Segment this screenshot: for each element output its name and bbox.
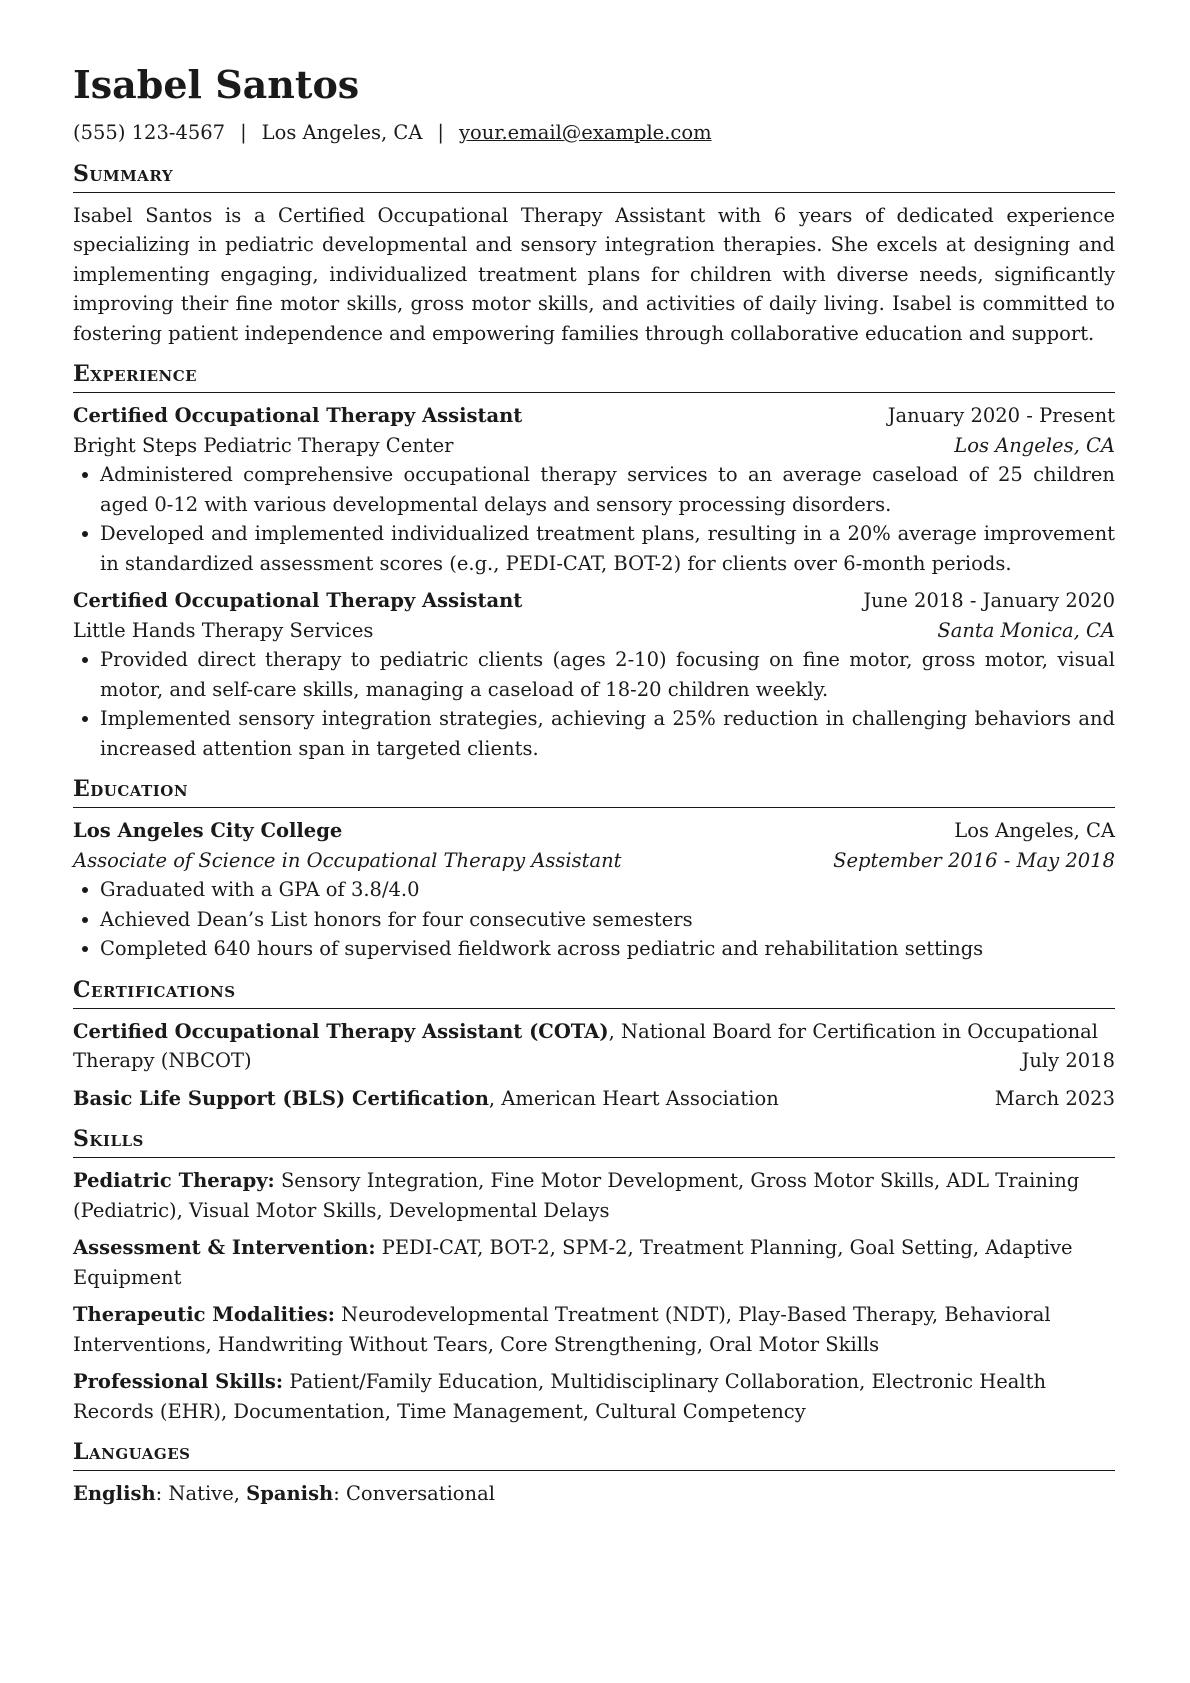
skill-label: Pediatric Therapy: [73, 1169, 275, 1192]
job-role: Certified Occupational Therapy Assistant [73, 404, 523, 427]
languages-section [73, 1438, 1115, 1509]
skill-text: Neurodevelopmental Treatment (NDT), Play-Based Therapy, Behavioral Interventions, Handwriting Without Tears, Core Strengthening, Oral Motor Skills [73, 1303, 1051, 1356]
skills-section [73, 1125, 1115, 1426]
job-role: Certified Occupational Therapy Assistant [73, 589, 523, 612]
contact-separator: | [437, 121, 444, 144]
skill-text: Patient/Family Education, Multidisciplinary Collaboration, Electronic Health Records (EHR), Documentation, Time Management, Cultural Competency [73, 1370, 1047, 1423]
list-item: Implemented sensory integration strategies, achieving a 25% reduction in challenging behaviors and increased attention span in targeted clients. [100, 704, 1115, 763]
language-name: Spanish [246, 1482, 334, 1505]
certifications-section [73, 976, 1115, 1114]
skill-text: Sensory Integration, Fine Motor Development, Gross Motor Skills, ADL Training (Pediatric), Visual Motor Skills, Developmental Delays [73, 1169, 1080, 1222]
list-item: Completed 640 hours of supervised fieldwork across pediatric and rehabilitation settings [100, 934, 1115, 964]
phone: (555) 123-4567 [73, 121, 226, 144]
email-link[interactable]: your.email@example.com [458, 121, 712, 144]
job-entry [73, 586, 1115, 763]
skill-group [73, 1367, 1115, 1426]
list-item: Developed and implemented individualized treatment plans, resulting in a 20% average improvement in standardized assessment scores (e.g., PEDI-CAT, BOT-2) for clients over 6-month periods. [100, 519, 1115, 578]
location: Los Angeles, CA [261, 121, 423, 144]
skill-group [73, 1233, 1115, 1292]
job-company: Little Hands Therapy Services [73, 618, 374, 642]
section-title-summary: Summary [73, 160, 1115, 193]
experience-section [73, 360, 1115, 763]
contact-line [73, 118, 1115, 148]
job-dates: June 2018 - January 2020 [863, 589, 1115, 612]
certification-issuer: , American Heart Association [488, 1086, 779, 1110]
certification-entry [73, 1084, 1115, 1114]
certification-name: Certified Occupational Therapy Assistant (COTA) [73, 1019, 609, 1043]
education-bullets [73, 875, 1115, 964]
job-bullets [73, 460, 1115, 578]
skill-label: Professional Skills: [73, 1370, 284, 1393]
summary-text: Isabel Santos is a Certified Occupational Therapy Assistant with 6 years of dedicated experience specializing in pediatric developmental and sensory integration therapies. She excels at designing and implementing engaging, individualized treatment plans for children with diverse needs, significantly improving their fine motor skills, gross motor skills, and activities of daily living. Isabel is committed to fostering patient independence and empowering families through collaborative education and support. [73, 203, 1115, 345]
job-bullets [73, 645, 1115, 763]
contact-separator: | [240, 121, 247, 144]
job-location: Los Angeles, CA [954, 433, 1115, 457]
job-location: Santa Monica, CA [937, 618, 1115, 642]
language-level: : Native, [155, 1482, 247, 1505]
certification-issuer: Therapy (NBCOT) [73, 1049, 252, 1072]
education-dates: September 2016 - May 2018 [833, 848, 1115, 872]
skill-group [73, 1300, 1115, 1359]
certification-date: March 2023 [994, 1086, 1115, 1110]
school-location: Los Angeles, CA [954, 819, 1115, 842]
skill-label: Therapeutic Modalities: [73, 1303, 335, 1326]
section-title-languages: Languages [73, 1438, 1115, 1471]
list-item: Graduated with a GPA of 3.8/4.0 [100, 875, 1115, 905]
list-item: Administered comprehensive occupational therapy services to an average caseload of 25 children aged 0-12 with various developmental delays and sensory processing disorders. [100, 460, 1115, 519]
certification-date: July 2018 [1021, 1049, 1115, 1072]
section-title-skills: Skills [73, 1125, 1115, 1158]
skill-label: Assessment & Intervention: [73, 1236, 376, 1259]
section-title-experience: Experience [73, 360, 1115, 393]
job-company: Bright Steps Pediatric Therapy Center [73, 433, 454, 457]
section-title-certifications: Certifications [73, 976, 1115, 1009]
language-name: English [73, 1482, 156, 1505]
job-dates: January 2020 - Present [887, 404, 1115, 427]
certification-issuer: , National Board for Certification in Occupational [608, 1019, 1099, 1043]
skill-group [73, 1166, 1115, 1225]
education-section [73, 775, 1115, 964]
degree: Associate of Science in Occupational Therapy Assistant [73, 848, 622, 872]
summary-section [73, 160, 1115, 349]
list-item: Achieved Dean’s List honors for four consecutive semesters [100, 905, 1115, 935]
job-entry [73, 401, 1115, 578]
section-title-education: Education [73, 775, 1115, 808]
candidate-name: Isabel Santos [73, 62, 360, 107]
certification-entry [73, 1017, 1115, 1076]
language-level: : Conversational [333, 1482, 495, 1505]
list-item: Provided direct therapy to pediatric clients (ages 2-10) focusing on fine motor, gross motor, visual motor, and self-care skills, managing a caseload of 18-20 children weekly. [100, 645, 1115, 704]
skill-text: PEDI-CAT, BOT-2, SPM-2, Treatment Planning, Goal Setting, Adaptive Equipment [73, 1236, 1073, 1289]
languages-line [73, 1479, 1115, 1509]
certification-name: Basic Life Support (BLS) Certification [73, 1086, 489, 1110]
school-name: Los Angeles City College [73, 819, 343, 842]
